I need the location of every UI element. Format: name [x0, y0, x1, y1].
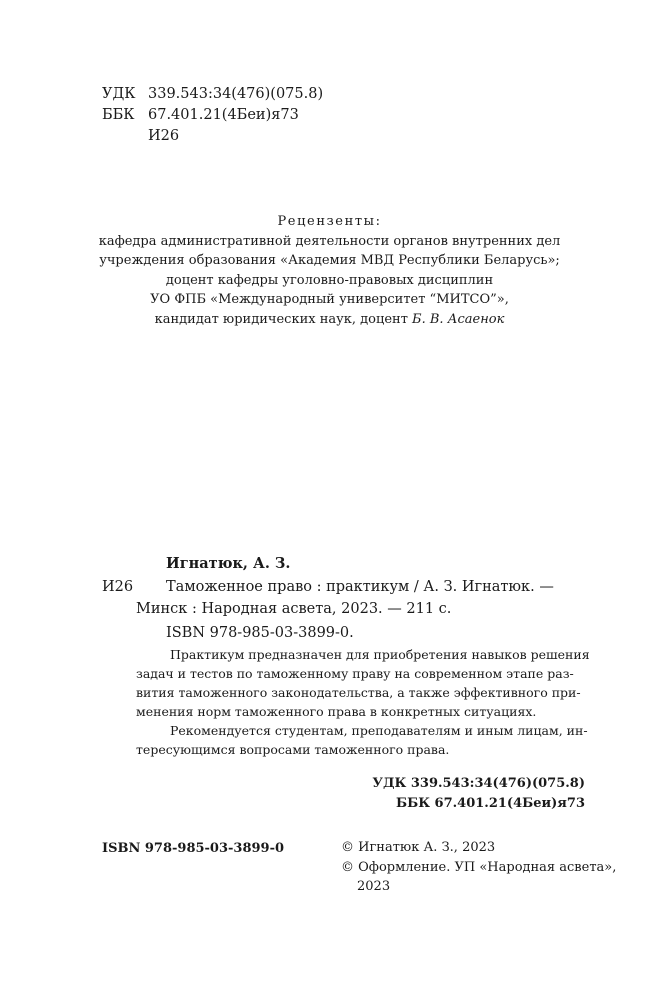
annotation-line: Рекомендуется студентам, преподавателям и иным лицам, ин- — [170, 723, 588, 738]
author-mark-row — [102, 126, 323, 147]
reviewers-heading: Рецензенты: — [277, 214, 382, 229]
udk-row — [102, 84, 323, 105]
bottom-bbk: ББК 67.401.21(4Беи)я73 — [395, 795, 585, 811]
annotation — [136, 645, 590, 759]
reviewer-line-4: УО ФПБ «Международный университет “МИТСО”», — [150, 292, 509, 307]
annotation-line: задач и тестов по таможенному праву на современном этапе раз- — [136, 666, 574, 681]
copyright-block — [341, 838, 616, 897]
card-code: И26 — [102, 579, 134, 595]
bbk-value: 67.401.21(4Беи)я73 — [148, 107, 299, 123]
annotation-line: менения норм таможенного права в конкретных ситуациях. — [136, 704, 537, 719]
card-bib-line-2: Минск : Народная асвета, 2023. — 211 с. — [136, 601, 452, 617]
footer-isbn: ISBN 978-985-03-3899-0 — [102, 841, 285, 856]
copyright-design: © Оформление. УП «Народная асвета», — [341, 859, 617, 875]
bbk-row — [102, 105, 323, 126]
author-mark: И26 — [148, 128, 180, 144]
annotation-line: вития таможенного законодательства, а также эффективного при- — [136, 685, 581, 700]
bottom-udk: УДК 339.543:34(476)(075.8) — [372, 776, 585, 791]
reviewer-line-5 — [0, 310, 659, 330]
bbk-label: ББК — [102, 107, 135, 123]
reviewer-line-1: кафедра административной деятельности органов внутренних дел — [98, 233, 561, 249]
reviewer-name: Б. В. Асаенок — [412, 311, 505, 327]
copyright-year: 2023 — [357, 879, 391, 894]
annotation-line: Практикум предназначен для приобретения навыков решения — [170, 647, 590, 662]
annotation-paragraph-1 — [136, 645, 590, 721]
annotation-paragraph-2 — [136, 721, 588, 759]
reviewer-line-2: учреждения образования «Академия МВД Республики Беларусь»; — [99, 253, 560, 268]
classification-codes — [102, 84, 323, 147]
card-bib-line-1: Таможенное право : практикум / А. З. Игнатюк. — — [166, 579, 554, 595]
copyright-author: © Игнатюк А. З., 2023 — [341, 840, 496, 855]
reviewer-line-3: доцент кафедры уголовно-правовых дисциплин — [165, 272, 494, 288]
annotation-line: тересующимся вопросами таможенного права. — [136, 742, 450, 757]
reviewer-title: кандидат юридических наук, доцент — [154, 311, 408, 327]
reviewers-block — [0, 212, 659, 329]
card-isbn: ISBN 978-985-03-3899-0. — [166, 625, 354, 641]
udk-value: 339.543:34(476)(075.8) — [148, 86, 324, 102]
bottom-codes — [360, 774, 585, 813]
card-author: Игнатюк, А. З. — [166, 555, 291, 572]
udk-label: УДК — [102, 86, 136, 102]
